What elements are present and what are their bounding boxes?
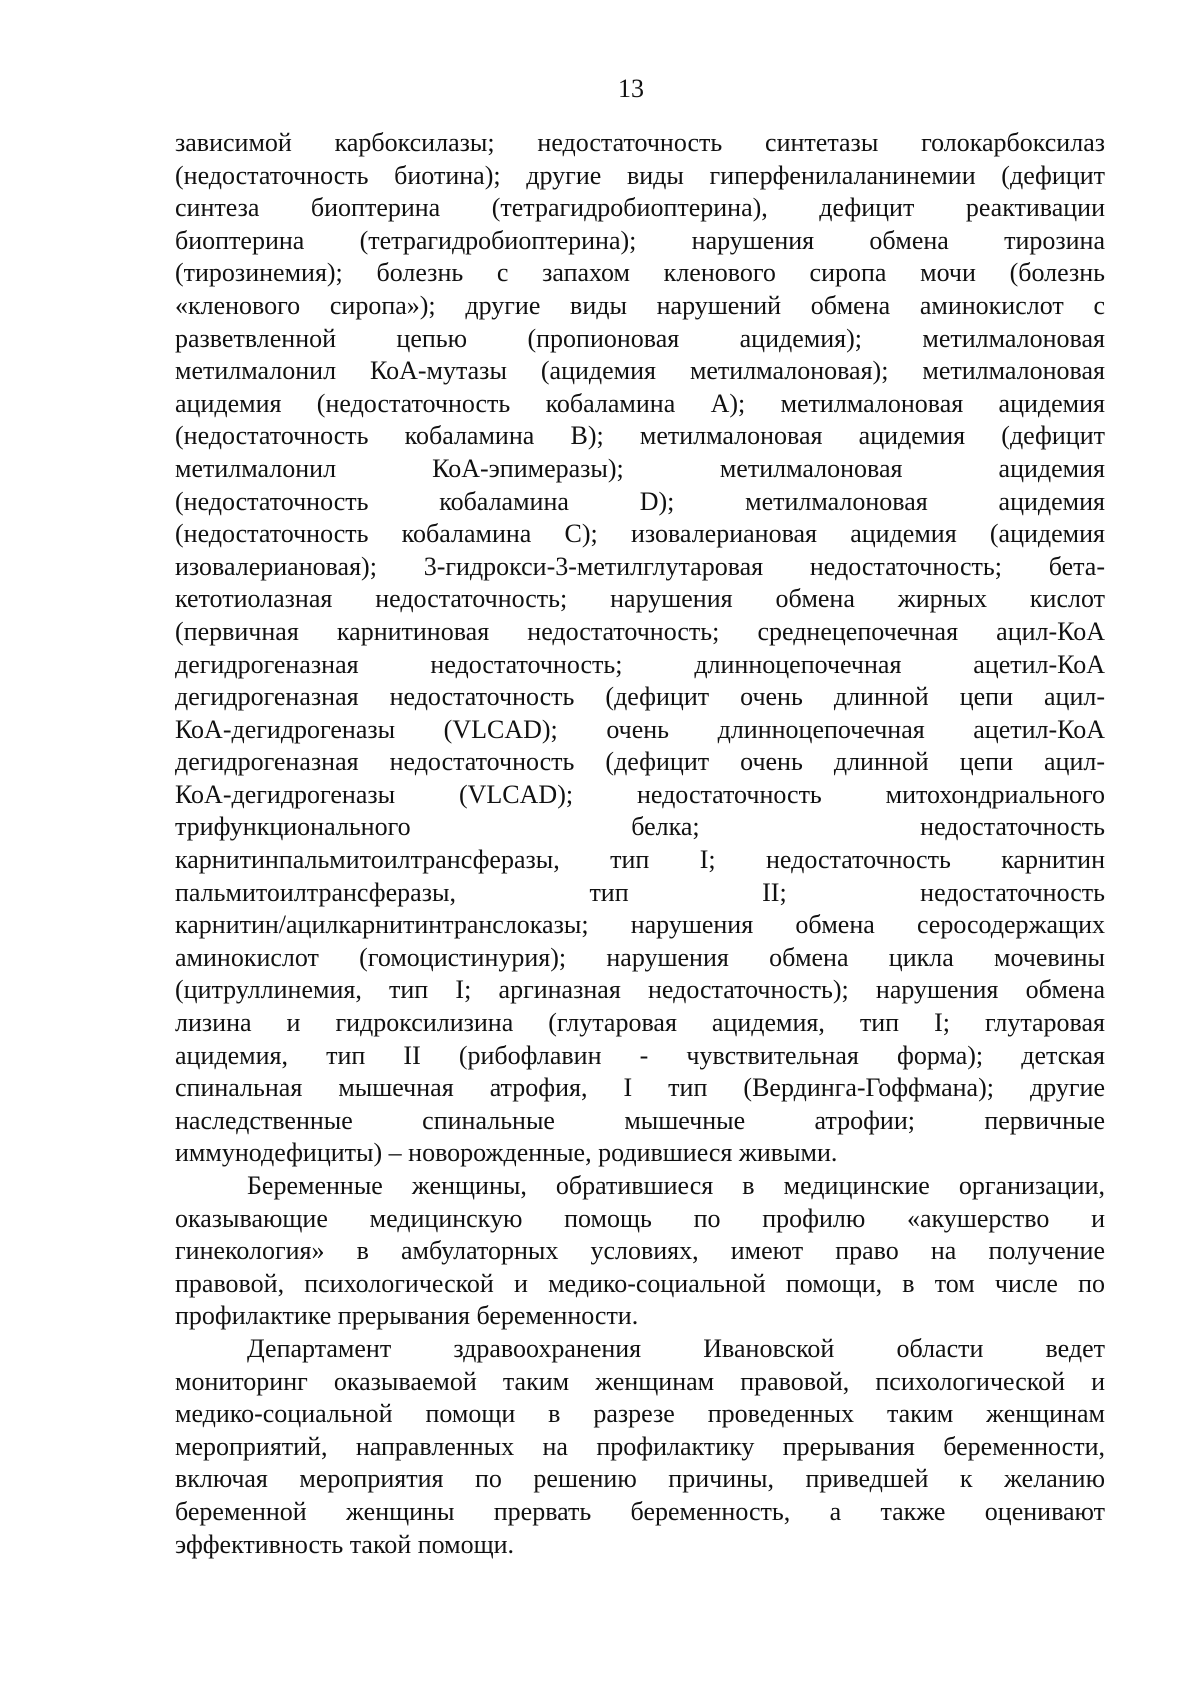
text-line: биоптерина (тетрагидробиоптерина); нарушения обмена тирозина [175,225,1105,255]
text-line: (цитруллинемия, тип I; аргиназная недостаточность); нарушения обмена [175,975,1105,1005]
text-line: дегидрогеназная недостаточность (дефицит очень длинной цепи ацил- [175,747,1105,777]
text-line: разветвленной цепью (пропионовая ацидемия); метилмалоновая [175,323,1105,353]
text-line: метилмалонил КоА-эпимеразы); метилмалоновая ацидемия [175,453,1105,483]
text-line: КоА-дегидрогеназы (VLCAD); недостаточность митохондриального [175,779,1105,809]
text-line: лизина и гидроксилизина (глутаровая ацидемия, тип I; глутаровая [175,1008,1105,1038]
text-line: (недостаточность кобаламина D); метилмалоновая ацидемия [175,486,1105,516]
text-line: (недостаточность кобаламина В); метилмалоновая ацидемия (дефицит [175,421,1105,451]
text-line: мероприятий, направленных на профилактику прерывания беременности, [175,1431,1105,1461]
text-line: гинекология» в амбулаторных условиях, имеют право на получение [175,1236,1105,1266]
text-line: Беременные женщины, обратившиеся в медицинские организации, [247,1171,1105,1200]
text-line: профилактике прерывания беременности. [175,1301,639,1331]
text-line: (тирозинемия); болезнь с запахом кленового сиропа мочи (болезнь [175,258,1105,288]
text-line: эффективность такой помощи. [175,1529,515,1559]
text-line: аминокислот (гомоцистинурия); нарушения обмена цикла мочевины [175,942,1105,972]
text-line: трифункционального белка; недостаточность [175,812,1105,842]
text-line: кетотиолазная недостаточность; нарушения обмена жирных кислот [175,584,1105,614]
text-line: карнитин/ацилкарнитинтранслоказы; нарушения обмена серосодержащих [175,910,1105,940]
text-line: синтеза биоптерина (тетрагидробиоптерина), дефицит реактивации [175,193,1105,223]
text-line: медико-социальной помощи в разрезе проведенных таким женщинам [175,1399,1105,1429]
text-line: зависимой карбоксилазы; недостаточность синтетазы голокарбоксилаз [175,128,1105,157]
text-line: карнитинпальмитоилтрансферазы, тип I; недостаточность карнитин [175,845,1105,875]
text-line: метилмалонил КоА-мутазы (ацидемия метилмалоновая); метилмалоновая [175,356,1105,386]
text-line: изовалериановая); 3-гидрокси-3-метилглутаровая недостаточность; бета- [175,551,1105,581]
text-line: беременной женщины прервать беременность, а также оценивают [175,1496,1105,1526]
text-line: правовой, психологической и медико-социальной помощи, в том числе по [175,1268,1105,1298]
text-line: наследственные спинальные мышечные атрофии; первичные [175,1105,1105,1135]
page-number: 13 [618,74,644,103]
document-body [175,127,1105,1561]
text-line: иммунодефициты) – новорожденные, родившиеся живыми. [175,1138,838,1168]
text-line: дегидрогеназная недостаточность; длинноцепочечная ацетил-КоА [175,649,1105,679]
text-line: КоА-дегидрогеназы (VLCAD); очень длинноцепочечная ацетил-КоА [175,714,1105,744]
text-line: Департамент здравоохранения Ивановской области ведет [247,1333,1105,1363]
text-line: включая мероприятия по решению причины, приведшей к желанию [175,1464,1105,1494]
text-line: (недостаточность биотина); другие виды гиперфенилаланинемии (дефицит [175,160,1105,190]
text-line: «кленового сиропа»); другие виды нарушений обмена аминокислот с [175,290,1105,320]
text-line: пальмитоилтрансферазы, тип II; недостаточность [175,877,1105,907]
text-line: (недостаточность кобаламина С); изовалериановая ацидемия (ацидемия [175,519,1105,549]
text-line: ацидемия (недостаточность кобаламина А); метилмалоновая ацидемия [175,388,1105,418]
text-line: спинальная мышечная атрофия, I тип (Вердинга-Гоффмана); другие [175,1073,1105,1103]
text-line: мониторинг оказываемой таким женщинам правовой, психологической и [175,1366,1105,1396]
text-line: дегидрогеназная недостаточность (дефицит очень длинной цепи ацил- [175,682,1105,712]
paragraph [175,127,1105,1170]
text-line: ацидемия, тип II (рибофлавин - чувствительная форма); детская [175,1040,1105,1070]
paragraph [175,1333,1105,1561]
paragraph [175,1170,1105,1333]
text-line: (первичная карнитиновая недостаточность; среднецепочечная ацил-КоА [175,616,1105,646]
text-line: оказывающие медицинскую помощь по профилю «акушерство и [175,1203,1105,1233]
